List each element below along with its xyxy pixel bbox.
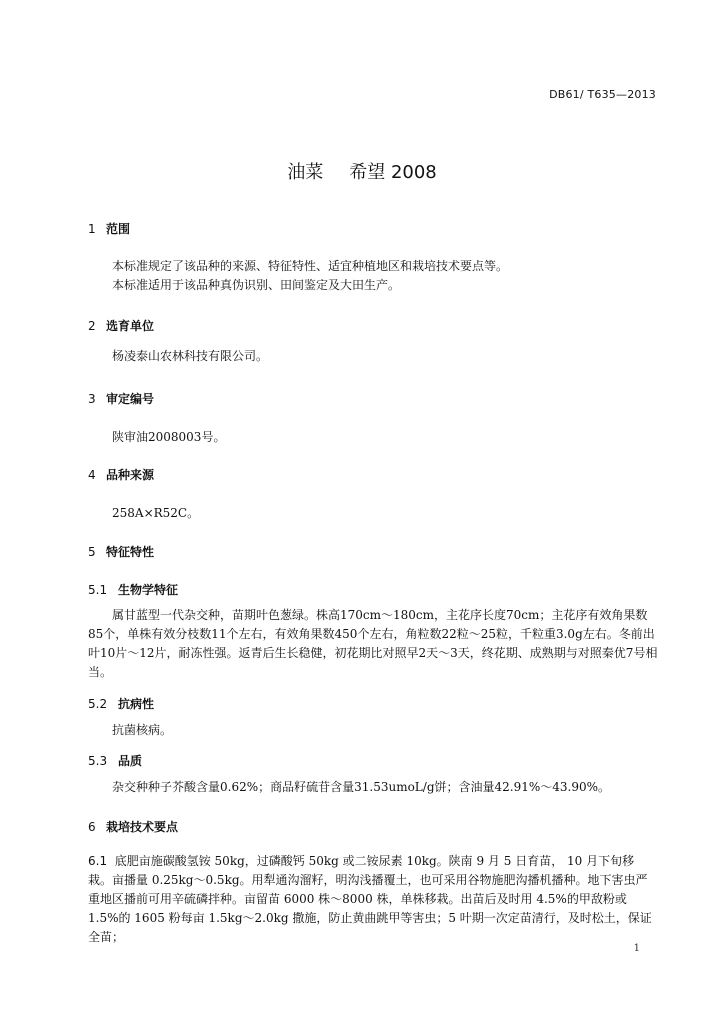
section-heading-5-2: 5.2 抗病性 xyxy=(88,697,155,711)
section-5-3-paragraph: 杂交种种子芥酸含量0.62%；商品籽硫苷含量31.53umoL/g饼；含油量42.91%～43.90%。 xyxy=(112,780,611,794)
section-heading-5: 5 特征特性 xyxy=(88,545,155,559)
section-heading-6: 6 栽培技术要点 xyxy=(88,820,179,834)
section-heading-3: 3 审定编号 xyxy=(88,392,155,406)
section-2-paragraph: 杨凌泰山农林科技有限公司。 xyxy=(112,349,269,363)
section-4-paragraph: 258A×R52C。 xyxy=(112,506,200,520)
section-5-2-paragraph: 抗菌核病。 xyxy=(112,723,173,737)
section-6-1-paragraph xyxy=(88,852,658,947)
section-5-1-paragraph: 属甘蓝型一代杂交种，苗期叶色葱绿。株高170cm～180cm，主花序长度70cm；主花序有效角果数85个，单株有效分枝数11个左右，有效角果数450个左右，角粒数22粒～25粒，千粒重3.0g左右。冬前出叶10片～12片，耐冻性强。返青后生长稳健，初花期比对照早2天～3天，终花期、成熟期与对照秦优7号相当。 xyxy=(88,608,658,679)
standard-code: DB61/ T635—2013 xyxy=(549,88,656,101)
title-variety: 希望 2008 xyxy=(349,162,437,183)
section-1-paragraph-1: 本标准规定了该品种的来源、特征特性、适宜种植地区和栽培技术要点等。 xyxy=(112,259,509,273)
section-3-paragraph: 陕审油2008003号。 xyxy=(112,430,226,444)
section-heading-5-3: 5.3 品质 xyxy=(88,754,143,768)
section-heading-5-1: 5.1 生物学特征 xyxy=(88,583,179,597)
section-heading-4: 4 品种来源 xyxy=(88,468,155,482)
section-heading-2: 2 选育单位 xyxy=(88,319,155,333)
title-crop: 油菜 xyxy=(287,162,324,183)
section-heading-1: 1 范围 xyxy=(88,222,131,236)
section-1-paragraph-2: 本标准适用于该品种真伪识别、田间鉴定及大田生产。 xyxy=(112,278,401,292)
page-number: 1 xyxy=(633,943,640,954)
section-6-1-number: 6.1 xyxy=(88,854,108,868)
document-title xyxy=(0,158,724,184)
section-6-1-text: 底肥亩施碳酸氢铵 50kg，过磷酸钙 50kg 或二铵尿素 10kg。陕南 9 月 5 日育苗， 10 月下旬移栽。亩播量 0.25kg～0.5kg。用犁通沟溜籽，明沟浅播覆土，也可采用谷物施肥沟播机播种。地下害虫严重地区播前可用辛硫磷拌种。亩留苗 6000 株～8000 株，单株移栽。出苗后及时用 4.5%的甲敌粉或 1.5%的 1605 粉每亩 1.5kg～2.0kg 撒施，防止黄曲跳甲等害虫；5 叶期一次定苗清行，及时松土，保证全苗； xyxy=(88,854,652,944)
